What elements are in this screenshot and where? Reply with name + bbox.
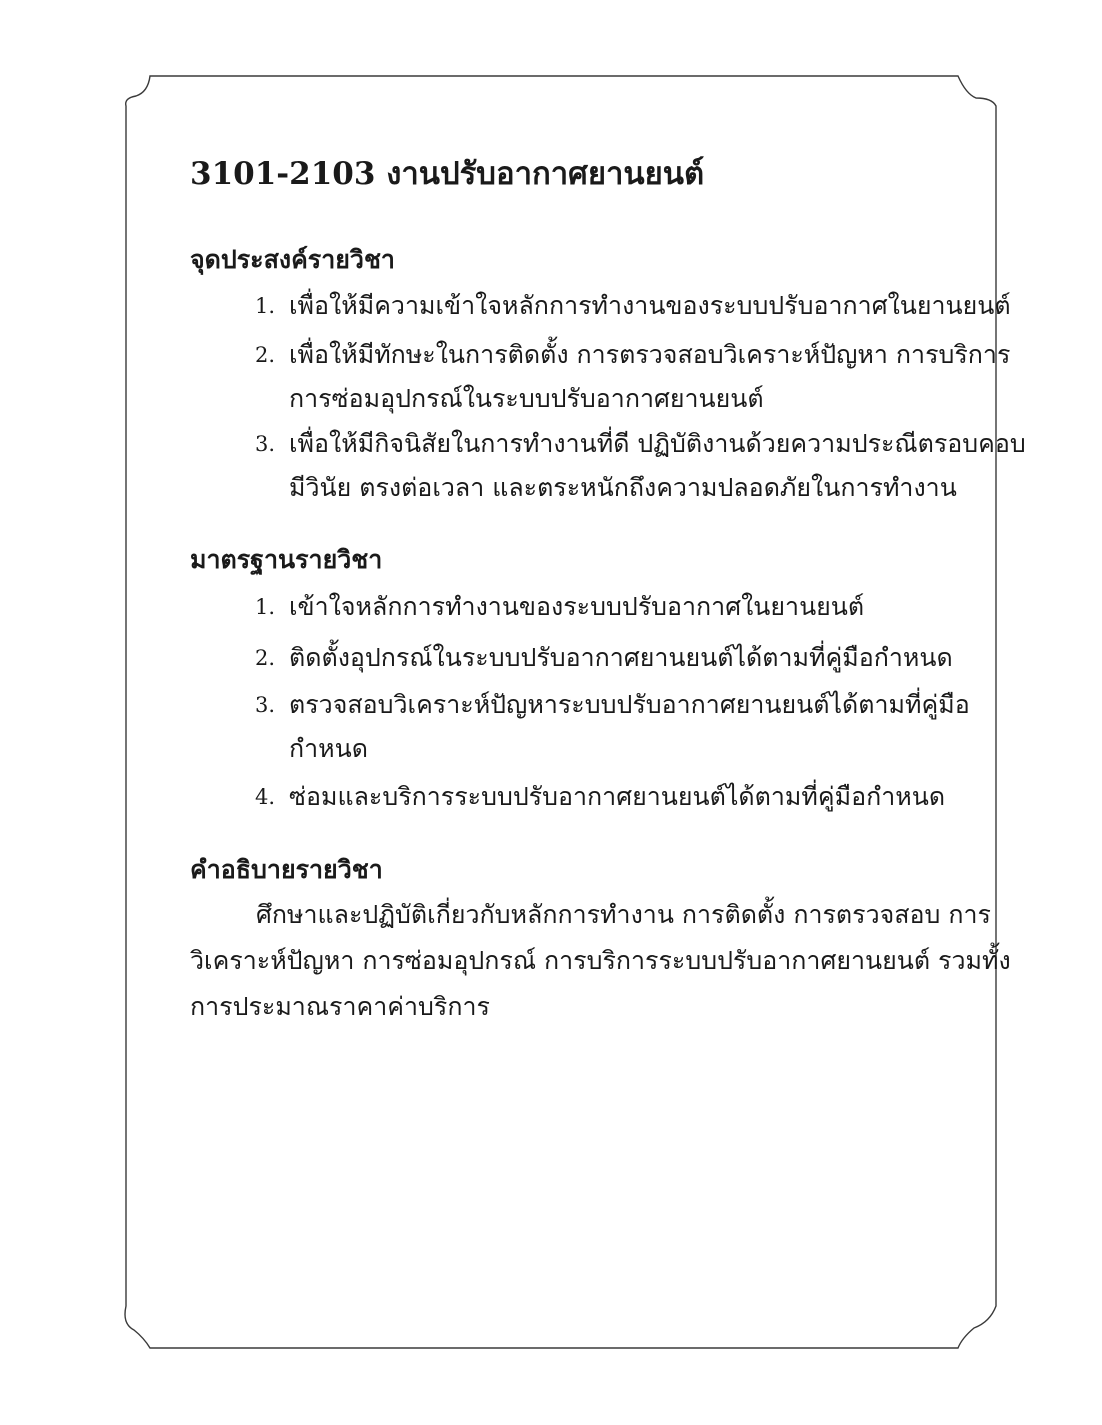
item-number: 1. [255,294,276,318]
item-text: เพื่อให้มีกิจนิสัยในการทำงานที่ดี ปฏิบัติงานด้วยความประณีตรอบคอบ [289,429,1026,458]
standard-item [255,775,945,819]
item-text-continued: กำหนด [289,734,368,763]
item-text: เพื่อให้มีความเข้าใจหลักการทำงานของระบบปรับอากาศในยานยนต์ [289,291,1011,320]
description-line: วิเคราะห์ปัญหา การซ่อมอุปกรณ์ การบริการระบบปรับอากาศยานยนต์ รวมทั้ง [190,946,1011,975]
objectives-heading: จุดประสงค์รายวิชา [190,245,395,274]
objective-item [255,422,1026,510]
description-heading: คำอธิบายรายวิชา [190,855,383,884]
description-line: การประมาณราคาค่าบริการ [190,992,490,1021]
item-text-continued: การซ่อมอุปกรณ์ในระบบปรับอากาศยานยนต์ [289,384,764,413]
standards-heading: มาตรฐานรายวิชา [190,545,383,574]
item-number: 3. [255,432,276,456]
standard-item [255,636,953,680]
objective-item [255,333,1011,421]
item-number: 4. [255,785,276,809]
item-text: ติดตั้งอุปกรณ์ในระบบปรับอากาศยานยนต์ได้ตามที่คู่มือกำหนด [289,643,953,672]
item-number: 1. [255,595,276,619]
item-text: เพื่อให้มีทักษะในการติดตั้ง การตรวจสอบวิเคราะห์ปัญหา การบริการ [289,340,1011,369]
item-number: 3. [255,693,276,717]
item-text: ซ่อมและบริการระบบปรับอากาศยานยนต์ได้ตามที่คู่มือกำหนด [289,782,946,811]
description-paragraph [190,892,1011,1030]
item-number: 2. [255,646,276,670]
item-number: 2. [255,343,276,367]
course-title: 3101-2103 งานปรับอากาศยานยนต์ [190,156,705,192]
standard-item [255,683,970,771]
item-text-continued: มีวินัย ตรงต่อเวลา และตระหนักถึงความปลอดภัยในการทำงาน [289,473,957,502]
item-text: ตรวจสอบวิเคราะห์ปัญหาระบบปรับอากาศยานยนต์ได้ตามที่คู่มือ [289,690,970,719]
item-text: เข้าใจหลักการทำงานของระบบปรับอากาศในยานยนต์ [289,592,865,621]
objective-item [255,284,1011,328]
standard-item [255,585,945,629]
description-line: ศึกษาและปฏิบัติเกี่ยวกับหลักการทำงาน การติดตั้ง การตรวจสอบ การ [256,900,991,929]
